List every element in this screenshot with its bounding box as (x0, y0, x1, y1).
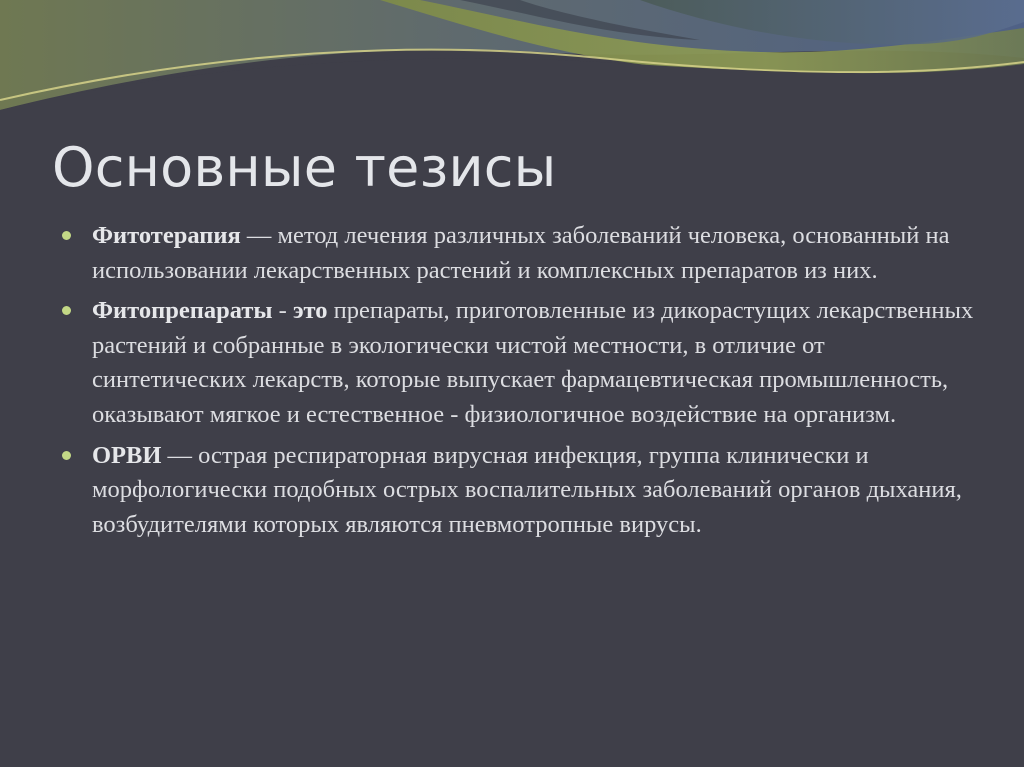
bullet-text: — острая респираторная вирусная инфекция, группа клинически и морфологически подобных острых воспалительных заболеваний органов дыхания, возбудителями которых являются пневмотропные вирусы. (92, 441, 962, 538)
bullet-dot-icon (62, 451, 71, 460)
bullet-dot-icon (62, 231, 71, 240)
bullet-dot-icon (62, 306, 71, 315)
bullet-term-separator: - (272, 297, 293, 325)
bullet-text: — метод лечения различных заболеваний человека, основанный на использовании лекарственных растений и комплексных препаратов из них. (92, 222, 950, 284)
bullet-text: препараты, приготовленные из дикорастущих лекарственных растений и собранные в экологически чистой местности, в отличие от синтетических лекарств, которые выпускает фармацевтическая промышленность, оказывают мягкое и естественное - физиологичное воздействие на организм. (92, 297, 974, 428)
bullet-list (62, 219, 982, 548)
bullet-item-orvi (62, 439, 982, 543)
slide-title: Основные тезисы (52, 136, 557, 199)
bullet-term-secondary: это (292, 297, 328, 325)
bullet-term: ОРВИ (92, 441, 162, 469)
bullet-term: Фитотерапия (92, 222, 241, 249)
bullet-item-phytopreparations (62, 294, 982, 432)
bullet-item-phytotherapy (62, 219, 982, 288)
decorative-wave-header (0, 0, 1024, 120)
bullet-term: Фитопрепараты (92, 297, 273, 325)
